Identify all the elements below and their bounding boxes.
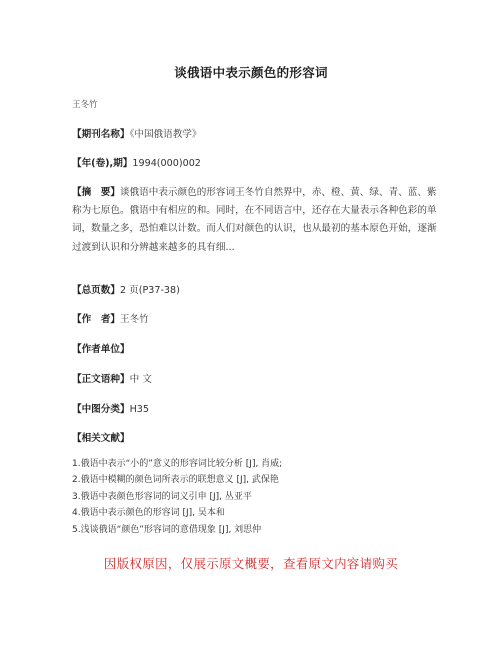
journal-field — [72, 126, 202, 140]
author-value: 王冬竹 — [119, 314, 149, 325]
pages-label: 【总页数】 — [72, 285, 120, 296]
classification-label: 【中图分类】 — [72, 404, 130, 415]
classification-value: H35 — [129, 404, 149, 415]
related-label: 【相关文献】 — [72, 433, 130, 444]
document-title: 谈俄语中表示颜色的形容词 — [174, 65, 328, 80]
related-list — [72, 456, 282, 538]
copyright-notice[interactable]: 因版权原因，仅展示原文概要，查看原文内容请购买 — [103, 556, 399, 571]
author-byline: 王冬竹 — [72, 100, 98, 110]
journal-label: 【期刊名称】 — [72, 129, 130, 140]
year-issue-label: 【年(卷),期】 — [72, 158, 133, 169]
author-label: 【作 者】 — [72, 314, 120, 325]
pages-value: 2 页(P37-38) — [119, 285, 180, 296]
affiliation-field — [72, 341, 130, 355]
language-field — [72, 371, 152, 385]
year-issue-value: 1994(000)002 — [132, 158, 201, 169]
year-issue-field — [72, 155, 201, 169]
related-item[interactable]: 3.俄语中表颜色形容词的词义引申 [J], 丛亚平 — [72, 491, 252, 502]
abstract-text: 谈俄语中表示颜色的形容词王冬竹自然界中，赤、橙、黄、绿、青、蓝、紫称为七原色。俄语中有相应的和。同时，在不同语言中，还存在大量表示各种色彩的单词，数量之多，恐怕难以计数。而人们对颜色的认识，也从最初的基本原色开始，逐渐过渡到认识和分辨越来越多的具有细... — [72, 187, 437, 253]
pages-field — [72, 282, 180, 296]
classification-field — [72, 401, 149, 415]
abstract-label: 【摘 要】 — [72, 187, 120, 198]
affiliation-label: 【作者单位】 — [72, 344, 130, 355]
related-item[interactable]: 5.浅谈俄语“颜色”形容词的意借现象 [J], 刘思仲 — [72, 524, 262, 535]
related-item[interactable]: 1.俄语中表示“小的”意义的形容词比较分析 [J], 肖威; — [72, 459, 283, 469]
journal-value: 《中国俄语教学》 — [129, 129, 202, 140]
language-value: 中 文 — [129, 374, 152, 385]
language-label: 【正文语种】 — [72, 374, 130, 385]
author-field — [72, 311, 149, 325]
related-item[interactable]: 2.俄语中模糊的颜色词所表示的联想意义 [J], 武保艳 — [72, 475, 279, 486]
related-item[interactable]: 4.俄语中表示颜色的形容词 [J], 吴本和 — [72, 508, 225, 519]
abstract-field — [72, 184, 444, 257]
related-heading — [72, 430, 130, 444]
